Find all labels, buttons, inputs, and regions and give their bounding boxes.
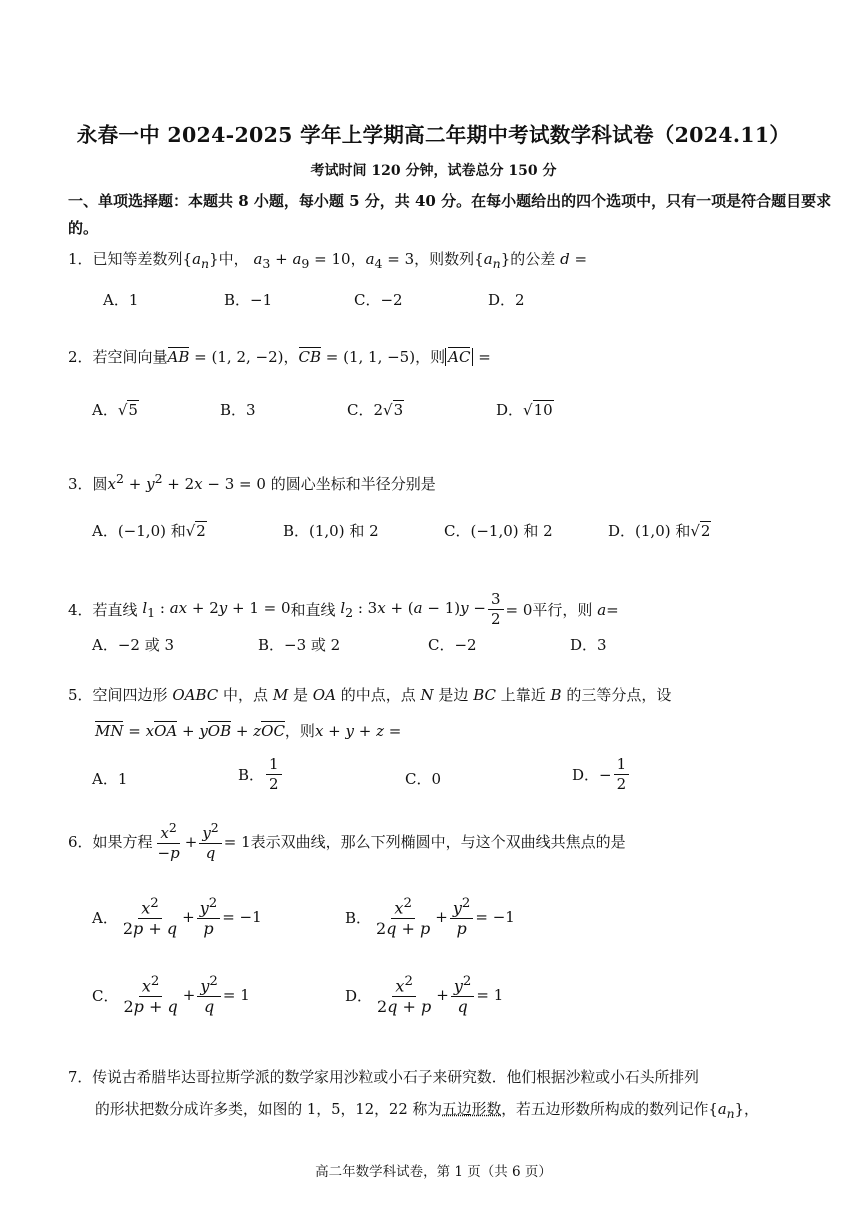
q2-option-d: D．√10 (496, 401, 553, 419)
q1-option-d: D．2 (488, 291, 525, 309)
question-1-stem: 1．已知等差数列$\{a_n\}$中， $a_3 + a_9 = 10$，$a_4 = 3$，则数列$\{a_n\}$的公差 d = (68, 250, 588, 271)
q6-option-c: C． $\frac{x^2}{2p + q}$ + $\frac{y^2}{q}$ = 1 (92, 974, 250, 1017)
q2-option-a: A．√5 (92, 401, 138, 419)
section-heading: 一、单项选择题：本题共 8 小题，每小题 5 分，共 40 分。在每小题给出的四个选项中，只有一项是符合题目要求的。 (68, 192, 832, 237)
q5-option-b: B． $\frac{1}{2}$ (238, 757, 284, 792)
question-5-stem-line2: MN = xOA + yOB + zOC，则x + y + z = (95, 722, 402, 740)
q1-option-b: B．−1 (224, 291, 273, 309)
q6-option-d: D． $\frac{x^2}{2q + p}$ + $\frac{y^2}{q}$ = 1 (345, 974, 504, 1017)
q4-option-b: B．−3 或 2 (258, 636, 341, 654)
exam-title: 永春一中 2024-2025 学年上学期高二年期中考试数学科试卷（2024.11） (76, 123, 791, 147)
question-7-stem-line1: 7．传说古希腊毕达哥拉斯学派的数学家用沙粒或小石子来研究数．他们根据沙粒或小石头所排列 (68, 1069, 699, 1086)
question-3-stem: 3．圆$x^2 + y^2 + 2x - 3 = 0$ 的圆心坐标和半径分别是 (68, 471, 436, 493)
question-5-stem-line1: 5．空间四边形 OABC 中，点 M 是 OA 的中点，点 N 是边 BC 上靠近 B 的三等分点，设 (68, 686, 672, 704)
page-footer: 高二年数学科试卷，第 1 页（共 6 页） (315, 1164, 552, 1180)
question-7-stem-line2: 的形状把数分成许多类，如图的 1，5，12，22 称为五边形数，若五边形数所构成的数列记作$\{a_n\}$， (95, 1101, 759, 1121)
q5-option-d: D． − $\frac{1}{2}$ (572, 757, 631, 792)
q4-option-c: C．−2 (428, 636, 477, 654)
q1-option-a: A．1 (103, 291, 139, 309)
question-2-stem: 2．若空间向量AB = (1, 2, −2)，CB = (1, 1, −5)，则 AC = (68, 348, 491, 366)
q1-option-c: C．−2 (354, 291, 403, 309)
q4-option-a: A．−2 或 3 (92, 636, 175, 654)
q3-option-c: C．(−1,0) 和 2 (444, 522, 553, 540)
exam-subtitle: 考试时间 120 分钟，试卷总分 150 分 (310, 163, 557, 179)
q5-option-c: C．0 (405, 770, 442, 788)
q3-option-a: A．(−1,0) 和√2 (92, 522, 206, 540)
q2-option-b: B．3 (220, 401, 256, 419)
q5-option-a: A．1 (92, 770, 128, 788)
q3-option-b: B．(1,0) 和 2 (283, 522, 379, 540)
q6-option-a: A． $\frac{x^2}{2p + q}$ + $\frac{y^2}{p}$ = −1 (92, 896, 262, 939)
question-4-stem: 4．若直线 $l_1$ : ax + 2y + 1 = 0 和直线 $l_2$ : 3x + (a − 1)y − $\frac{3}{2}$ = 0 平行，则 a = (68, 590, 619, 628)
q6-option-b: B． $\frac{x^2}{2q + p}$ + $\frac{y^2}{p}$ = −1 (345, 896, 515, 939)
q2-option-c: C．2√3 (347, 401, 404, 419)
q3-option-d: D．(1,0) 和√2 (608, 522, 711, 540)
q4-option-d: D．3 (570, 636, 607, 654)
question-6-stem: 6．如果方程 $\frac{x^2}{-p}$ + $\frac{y^2}{q}$ = 1 表示双曲线，那么下列椭圆中，与这个双曲线共焦点的是 (68, 820, 626, 862)
